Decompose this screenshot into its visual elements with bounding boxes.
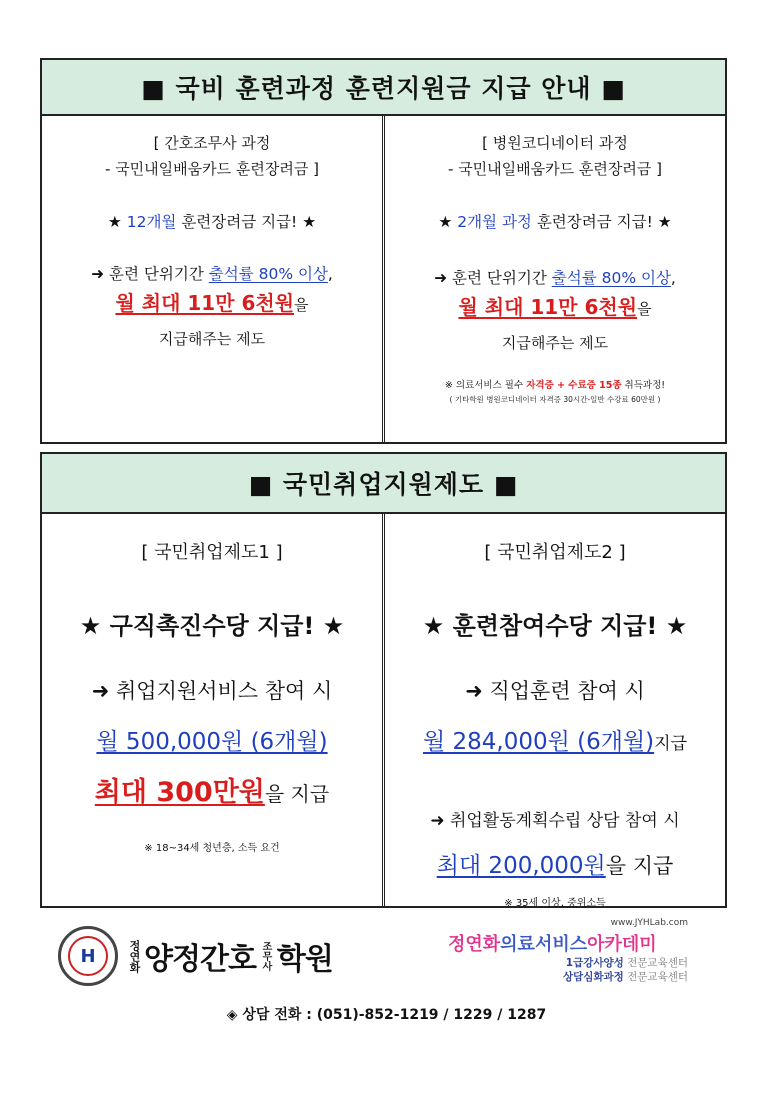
attendance-highlight: 출석률 80% 이상 — [551, 269, 671, 287]
counseling-line: ➜ 취업활동계획수립 상담 참여 시 — [430, 811, 680, 831]
max-amount: 최대 200,000원을 지급 — [436, 853, 674, 879]
eligibility-note: ※ 18~34세 청년층, 소득 요건 — [144, 843, 280, 854]
nursing-course-title: [ 간호조무사 과정 — [153, 134, 271, 152]
academy-sub-2: 상담심화과정 전문교육센터 — [562, 971, 688, 983]
nursing-course-subtitle: - 국민내일배움카드 훈련장려금 ] — [105, 160, 319, 178]
monthly-amount: 월 284,000원 (6개월)지급 — [422, 729, 688, 755]
nursing-monthly-max: 월 최대 11만 6천원을 — [115, 291, 309, 315]
monthly-amount: 월 500,000원 (6개월) — [96, 729, 328, 755]
coordinator-course-subtitle: - 국민내일배움카드 훈련장려금 ] — [448, 160, 662, 178]
academy-seal-icon: H — [58, 926, 118, 986]
training-participation-allowance: ★ 훈련참여수당 지급! ★ — [422, 612, 688, 640]
months-highlight: 12개월 — [126, 213, 177, 231]
employment-support-1-panel — [42, 514, 382, 906]
yangjeong-academy-logo: H 정연화 양정간호 조무사 학원 — [58, 926, 333, 986]
coordinator-course-title: [ 병원코디네이터 과정 — [482, 134, 628, 152]
max-amount: 최대 300만원을 지급 — [94, 777, 330, 808]
nursing-star-line: ★ 12개월 훈련장려금 지급! ★ — [107, 213, 317, 231]
section2-title: ■ 국민취업지원제도 ■ — [40, 452, 727, 514]
coordinator-monthly-max: 월 최대 11만 6천원을 — [458, 295, 652, 319]
nursing-course-panel — [42, 116, 382, 442]
coordinator-arrow-line: ➜ 훈련 단위기간 출석률 80% 이상, — [434, 269, 676, 287]
nursing-arrow-line: ➜ 훈련 단위기간 출석률 80% 이상, — [91, 265, 333, 283]
employment-service-line: ➜ 취업지원서비스 참여 시 — [91, 679, 333, 703]
jyh-academy-logo — [448, 918, 688, 984]
nursing-tail: 지급해주는 제도 — [158, 330, 266, 348]
academy-name: 정연화의료서비스아카데미 — [448, 934, 657, 955]
section2-body — [40, 512, 727, 908]
employment-support-2-panel — [382, 514, 725, 909]
employment-support-1-title: [ 국민취업제도1 ] — [141, 542, 283, 563]
eligibility-note: ※ 35세 이상, 중위소득 — [504, 898, 606, 909]
coordinator-note: ※ 의료서비스 필수 자격증 + 수료증 15종 취득과정! — [444, 380, 666, 391]
months-highlight: 2개월 과정 — [457, 213, 532, 231]
employment-support-2-title: [ 국민취업제도2 ] — [484, 542, 626, 563]
coordinator-tail: 지급해주는 제도 — [501, 334, 609, 352]
attendance-highlight: 출석률 80% 이상 — [208, 265, 328, 283]
contact-phone: ◈ 상담 전화 : (051)-852-1219 / 1229 / 1287 — [226, 1007, 547, 1023]
coordinator-star-line: ★ 2개월 과정 훈련장려금 지급! ★ — [438, 213, 672, 231]
academy-url: www.JYHLab.com — [610, 918, 688, 928]
vocational-training-line: ➜ 직업훈련 참여 시 — [465, 679, 645, 703]
coordinator-note-2: ( 기타학원 병원코디네이터 자격증 30시간-일반 수강료 60만원 ) — [449, 395, 661, 404]
academy-sub-1: 1급강사양성 전문교육센터 — [565, 957, 688, 969]
section1-body — [40, 114, 727, 444]
section1-title: ■ 국비 훈련과정 훈련지원금 지급 안내 ■ — [40, 58, 727, 116]
coordinator-course-panel — [382, 116, 725, 442]
job-seeking-allowance: ★ 구직촉진수당 지급! ★ — [79, 612, 345, 640]
